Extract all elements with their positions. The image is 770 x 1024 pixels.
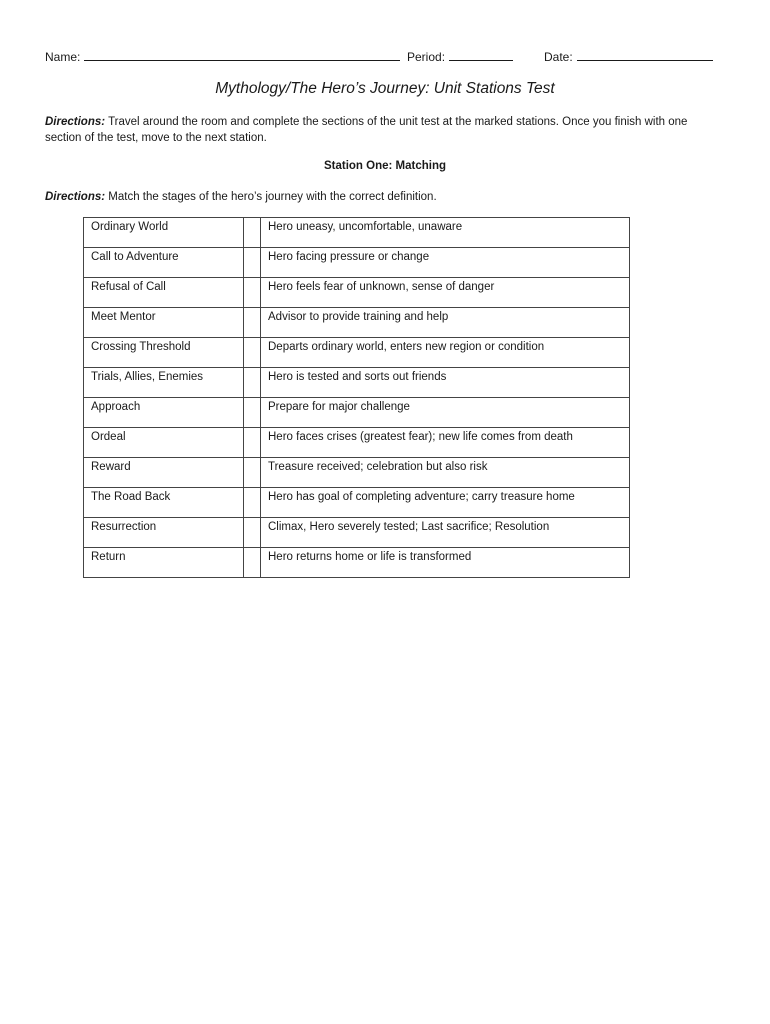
- definition-cell: Advisor to provide training and help: [261, 308, 630, 338]
- term-cell: Reward: [84, 458, 244, 488]
- table-row: [84, 398, 630, 428]
- period-label: Period:: [407, 50, 446, 64]
- definition-cell: Departs ordinary world, enters new region or condition: [261, 338, 630, 368]
- table-row: [84, 308, 630, 338]
- definition-cell: Hero has goal of completing adventure; carry treasure home: [261, 488, 630, 518]
- answer-blank[interactable]: [244, 428, 261, 458]
- directions-label: Directions:: [45, 116, 106, 128]
- name-blank[interactable]: [84, 48, 400, 61]
- station-title: Station One: Matching: [323, 160, 447, 172]
- table-row: [84, 278, 630, 308]
- definition-cell: Prepare for major challenge: [261, 398, 630, 428]
- date-label: Date:: [544, 50, 573, 64]
- definition-cell: Treasure received; celebration but also risk: [261, 458, 630, 488]
- table-row: [84, 488, 630, 518]
- station-directions-label: Directions:: [45, 191, 106, 203]
- name-label: Name:: [45, 50, 81, 64]
- station-directions-text: Match the stages of the hero’s journey with the correct definition.: [108, 191, 437, 203]
- answer-blank[interactable]: [244, 548, 261, 578]
- definition-cell: Hero facing pressure or change: [261, 248, 630, 278]
- date-blank[interactable]: [577, 48, 713, 61]
- term-cell: Crossing Threshold: [84, 338, 244, 368]
- definition-cell: Hero feels fear of unknown, sense of danger: [261, 278, 630, 308]
- term-cell: Return: [84, 548, 244, 578]
- table-row: [84, 458, 630, 488]
- answer-blank[interactable]: [244, 308, 261, 338]
- station-directions: [45, 189, 715, 205]
- date-field[interactable]: [544, 48, 713, 64]
- answer-blank[interactable]: [244, 278, 261, 308]
- answer-blank[interactable]: [244, 458, 261, 488]
- term-cell: Trials, Allies, Enemies: [84, 368, 244, 398]
- term-cell: Approach: [84, 398, 244, 428]
- table-row: [84, 338, 630, 368]
- answer-blank[interactable]: [244, 248, 261, 278]
- definition-cell: Hero is tested and sorts out friends: [261, 368, 630, 398]
- table-row: [84, 368, 630, 398]
- directions-text: Travel around the room and complete the sections of the unit test at the marked stations. Once you finish with one section of the test, move to the next station.: [45, 116, 688, 144]
- definition-cell: Hero uneasy, uncomfortable, unaware: [261, 218, 630, 248]
- main-directions: [45, 114, 715, 146]
- term-cell: The Road Back: [84, 488, 244, 518]
- table-row: [84, 248, 630, 278]
- definition-cell: Hero faces crises (greatest fear); new life comes from death: [261, 428, 630, 458]
- definition-cell: Hero returns home or life is transformed: [261, 548, 630, 578]
- table-row: [84, 548, 630, 578]
- matching-table: [83, 217, 630, 578]
- term-cell: Refusal of Call: [84, 278, 244, 308]
- term-cell: Call to Adventure: [84, 248, 244, 278]
- name-field[interactable]: [45, 48, 400, 64]
- answer-blank[interactable]: [244, 218, 261, 248]
- term-cell: Ordinary World: [84, 218, 244, 248]
- term-cell: Ordeal: [84, 428, 244, 458]
- page-title: Mythology/The Hero’s Journey: Unit Stations Test: [215, 80, 555, 97]
- term-cell: Resurrection: [84, 518, 244, 548]
- period-blank[interactable]: [449, 48, 513, 61]
- definition-cell: Climax, Hero severely tested; Last sacrifice; Resolution: [261, 518, 630, 548]
- answer-blank[interactable]: [244, 488, 261, 518]
- answer-blank[interactable]: [244, 338, 261, 368]
- answer-blank[interactable]: [244, 368, 261, 398]
- table-row: [84, 518, 630, 548]
- period-field[interactable]: [407, 48, 513, 64]
- answer-blank[interactable]: [244, 518, 261, 548]
- table-row: [84, 428, 630, 458]
- answer-blank[interactable]: [244, 398, 261, 428]
- term-cell: Meet Mentor: [84, 308, 244, 338]
- table-row: [84, 218, 630, 248]
